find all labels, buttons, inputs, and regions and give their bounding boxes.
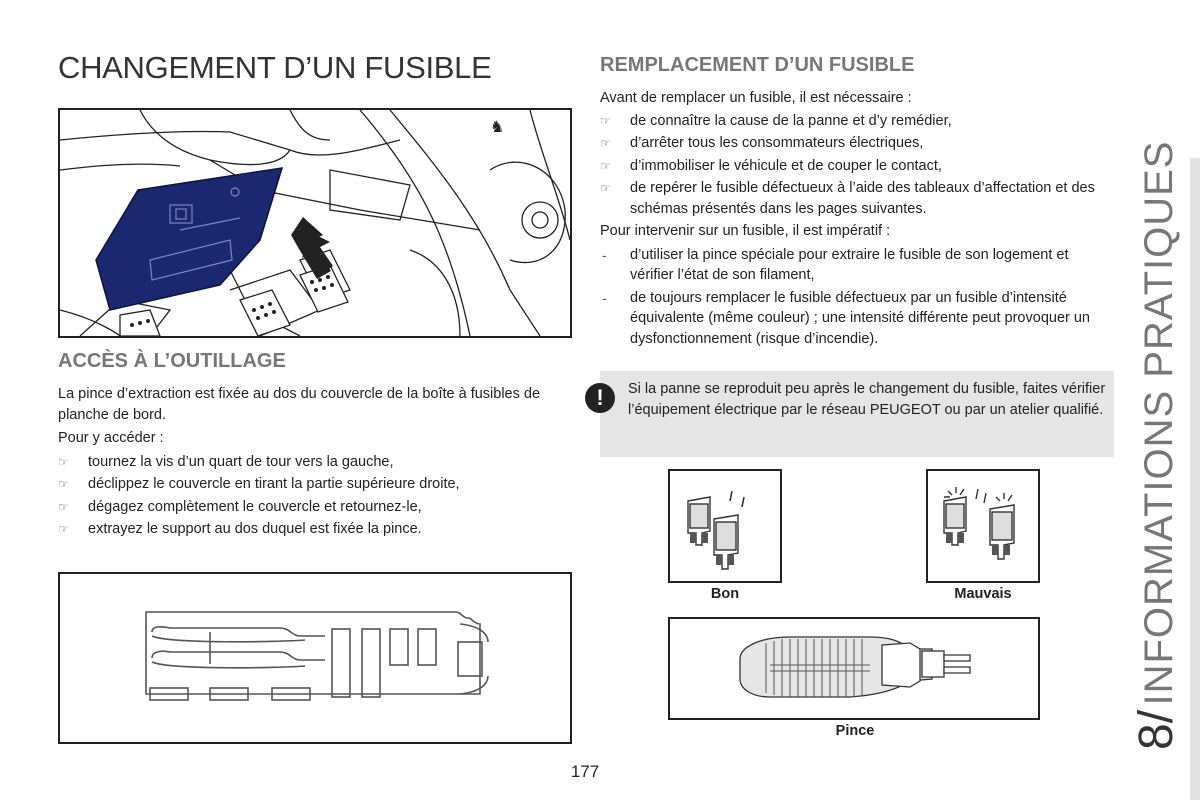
- prerequisite-item: ☞ de connaître la cause de la panne et d’y remédier,: [600, 111, 1112, 132]
- pointer-icon: ☞: [600, 136, 611, 150]
- warning-box: [596, 371, 1114, 457]
- pointer-icon: ☞: [600, 158, 611, 173]
- dashboard-drawing: [60, 110, 570, 336]
- pointer-icon: ☞: [600, 181, 611, 195]
- fuse-puller-drawing: [670, 619, 1038, 718]
- pointer-icon: ☞: [600, 113, 611, 128]
- fuse-bad-illustration: [926, 469, 1040, 583]
- page-number: 177: [570, 762, 600, 781]
- section-heading-remplacement: REMPLACEMENT D’UN FUSIBLE: [600, 54, 915, 76]
- peugeot-lion-icon: ♞: [490, 119, 505, 136]
- chapter-number: 8/: [1130, 709, 1183, 750]
- pointer-icon: ☞: [58, 454, 69, 469]
- fuse-good-drawing: [670, 471, 780, 581]
- acces-step: ☞ déclippez le couvercle en tirant la partie supérieure droite,: [58, 474, 578, 495]
- fuse-holder-drawing: [60, 574, 570, 742]
- pointer-icon: ☞: [58, 477, 69, 491]
- acces-text-block: [58, 384, 578, 540]
- prerequisite-item: ☞ d’immobiliser le véhicule et de couper le contact,: [600, 156, 1112, 177]
- pointer-icon: ☞: [58, 499, 69, 514]
- caption-bad: Mauvais: [954, 586, 1012, 602]
- acces-lead: Pour y accéder :: [58, 430, 164, 446]
- remplacement-intro: Avant de remplacer un fusible, il est nécessaire :: [600, 90, 912, 106]
- acces-step: ☞ tournez la vis d’un quart de tour vers la gauche,: [58, 452, 578, 473]
- caption-tool: Pince: [835, 723, 875, 739]
- remplacement-lead: Pour intervenir sur un fusible, il est impératif :: [600, 223, 891, 239]
- caption-good: Bon: [710, 586, 740, 602]
- arrow-icon: [291, 217, 333, 279]
- dashboard-illustration: [58, 108, 572, 338]
- warning-text: Si la panne se reproduit peu après le changement du fusible, faites vérifier l’équipement électrique par le réseau PEUGEOT ou par un atelier qualifié.: [628, 381, 1106, 418]
- fuse-puller-illustration: [668, 617, 1040, 720]
- fusebox-cover-highlight: [96, 168, 282, 310]
- imperative-item: - de toujours remplacer le fusible défectueux par un fusible d’intensité équivalente (même couleur) ; une intensité différente peut provoquer un dysfonctionnement (risque d’incendie).: [602, 289, 1090, 347]
- dash-marker: -: [602, 289, 607, 306]
- page-title: CHANGEMENT D’UN FUSIBLE: [58, 50, 492, 85]
- prerequisite-item: ☞ de repérer le fusible défectueux à l’aide des tableaux d’affectation et des schémas présentés dans les pages suivantes.: [600, 180, 1095, 217]
- acces-step: ☞ dégagez complètement le couvercle et retournez-le,: [58, 497, 578, 518]
- chapter-title: INFORMATIONS PRATIQUES: [1137, 140, 1181, 706]
- chapter-tab: [1122, 140, 1192, 750]
- fuse-bad-drawing: [928, 471, 1038, 581]
- remplacement-text-block: [600, 88, 1112, 349]
- section-heading-acces: ACCÈS À L’OUTILLAGE: [58, 350, 286, 372]
- pointer-icon: ☞: [58, 522, 69, 536]
- acces-step: ☞ extrayez le support au dos duquel est fixée la pince.: [58, 519, 578, 540]
- fuse-holder-illustration: [58, 572, 572, 744]
- warning-icon: !: [585, 383, 615, 413]
- fuse-good-illustration: [668, 469, 782, 583]
- imperative-item: - d’utiliser la pince spéciale pour extraire le fusible de son logement et vérifier l’état de son filament,: [602, 246, 1069, 283]
- acces-intro: La pince d’extraction est fixée au dos du couvercle de la boîte à fusibles de planche de bord.: [58, 386, 541, 423]
- prerequisite-item: ☞ d’arrêter tous les consommateurs électriques,: [600, 133, 1112, 154]
- dash-marker: -: [602, 246, 607, 263]
